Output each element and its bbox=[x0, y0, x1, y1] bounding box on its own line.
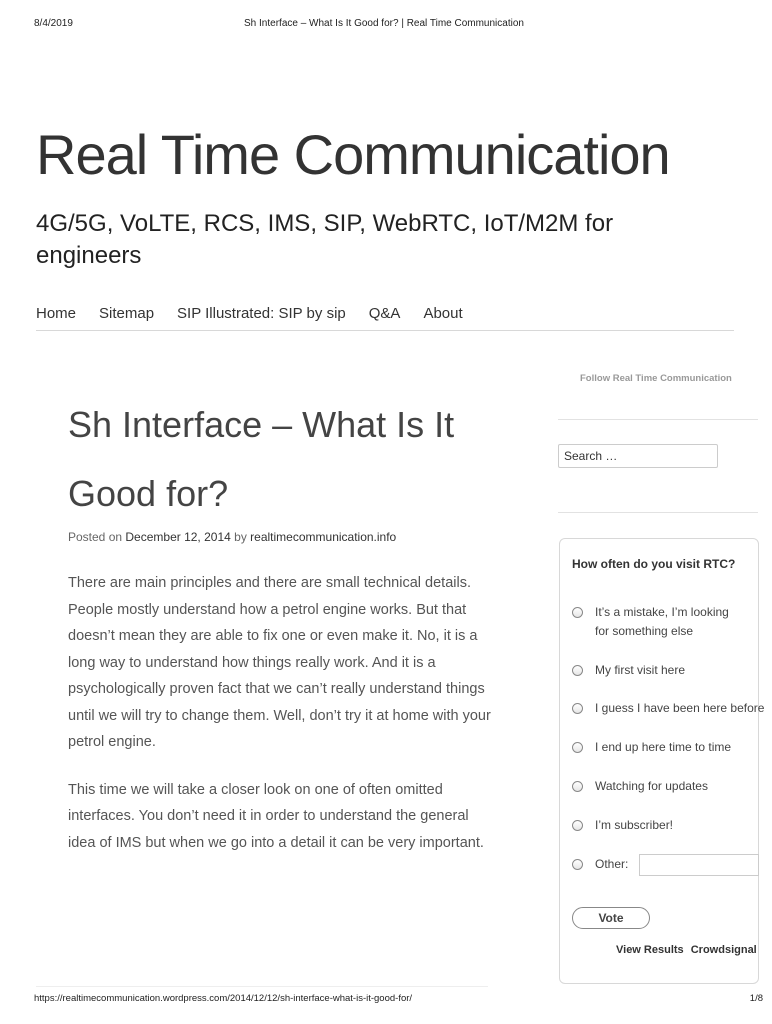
print-date: 8/4/2019 bbox=[34, 18, 73, 29]
poll-question: How often do you visit RTC? bbox=[572, 557, 736, 571]
nav-item-qa[interactable]: Q&A bbox=[368, 305, 401, 322]
radio-button[interactable] bbox=[572, 781, 583, 792]
print-title: Sh Interface – What Is It Good for? | Real Time Communication bbox=[244, 18, 524, 29]
search-input[interactable] bbox=[558, 444, 718, 468]
site-description: 4G/5G, VoLTE, RCS, IMS, SIP, WebRTC, IoT/M2M for engineers bbox=[36, 210, 614, 269]
radio-button[interactable] bbox=[572, 859, 583, 870]
radio-button[interactable] bbox=[572, 742, 583, 753]
content-divider bbox=[36, 986, 488, 987]
poll-other-input[interactable] bbox=[639, 854, 759, 876]
print-header bbox=[0, 18, 768, 34]
radio-button[interactable] bbox=[572, 820, 583, 831]
post-date-link[interactable]: December 12, 2014 bbox=[125, 530, 231, 544]
poll-option-label: It’s a mistake, I’m looking for something else bbox=[595, 605, 729, 638]
vote-button[interactable]: Vote bbox=[572, 907, 650, 929]
crowdsignal-link[interactable]: Crowdsignal bbox=[690, 944, 757, 956]
view-results-link[interactable]: View Results bbox=[616, 944, 684, 956]
post-paragraph: There are main principles and there are small technical details. People mostly understand how a petrol engine works. But that doesn’t mean they are able to fix one or even make it. No, it is a long way to understand how things really work. And it is a psychologically proven fact that we can’t really understand things until we will try to change them. Well, don’t try it at home with your petrol engine. bbox=[68, 575, 491, 750]
radio-button[interactable] bbox=[572, 607, 583, 618]
poll-option-label: My first visit here bbox=[595, 663, 686, 677]
nav-item-sitemap[interactable]: Sitemap bbox=[99, 305, 155, 322]
nav-item-home[interactable]: Home bbox=[36, 305, 77, 322]
post-body bbox=[68, 570, 498, 877]
poll-option-label: I end up here time to time bbox=[595, 740, 732, 754]
follow-blog-link[interactable]: Follow Real Time Communication bbox=[580, 373, 732, 384]
nav-item-sip-illustrated[interactable]: SIP Illustrated: SIP by sip bbox=[177, 305, 346, 322]
post-title: Sh Interface – What Is It Good for? bbox=[68, 404, 455, 514]
print-page-number: 1/8 bbox=[749, 993, 763, 1004]
nav-item-about[interactable]: About bbox=[423, 305, 463, 322]
main-navigation bbox=[36, 300, 734, 331]
print-footer bbox=[0, 993, 768, 1007]
meta-posted-on: Posted on bbox=[68, 530, 123, 544]
poll-option-label: Watching for updates bbox=[595, 779, 708, 793]
sidebar-divider bbox=[558, 512, 758, 513]
print-url: https://realtimecommunication.wordpress.com/2014/12/12/sh-interface-what-is-it-good-for/ bbox=[34, 993, 413, 1004]
poll-option-label: I guess I have been here before bbox=[595, 701, 765, 715]
sidebar-divider bbox=[558, 419, 758, 420]
poll-links bbox=[616, 944, 761, 956]
radio-button[interactable] bbox=[572, 703, 583, 714]
poll-option-label: I’m subscriber! bbox=[595, 818, 674, 832]
meta-by: by bbox=[234, 530, 247, 544]
radio-button[interactable] bbox=[572, 665, 583, 676]
site-title[interactable]: Real Time Communication bbox=[36, 123, 670, 186]
post-meta bbox=[68, 530, 396, 544]
post-author-link[interactable]: realtimecommunication.info bbox=[250, 530, 397, 544]
poll-widget bbox=[559, 538, 765, 984]
post-paragraph: This time we will take a closer look on one of often omitted interfaces. You don’t need it in order to understand the general idea of IMS but when we go into a detail it can be very important. bbox=[68, 781, 484, 851]
poll-option-label: Other: bbox=[595, 857, 629, 871]
